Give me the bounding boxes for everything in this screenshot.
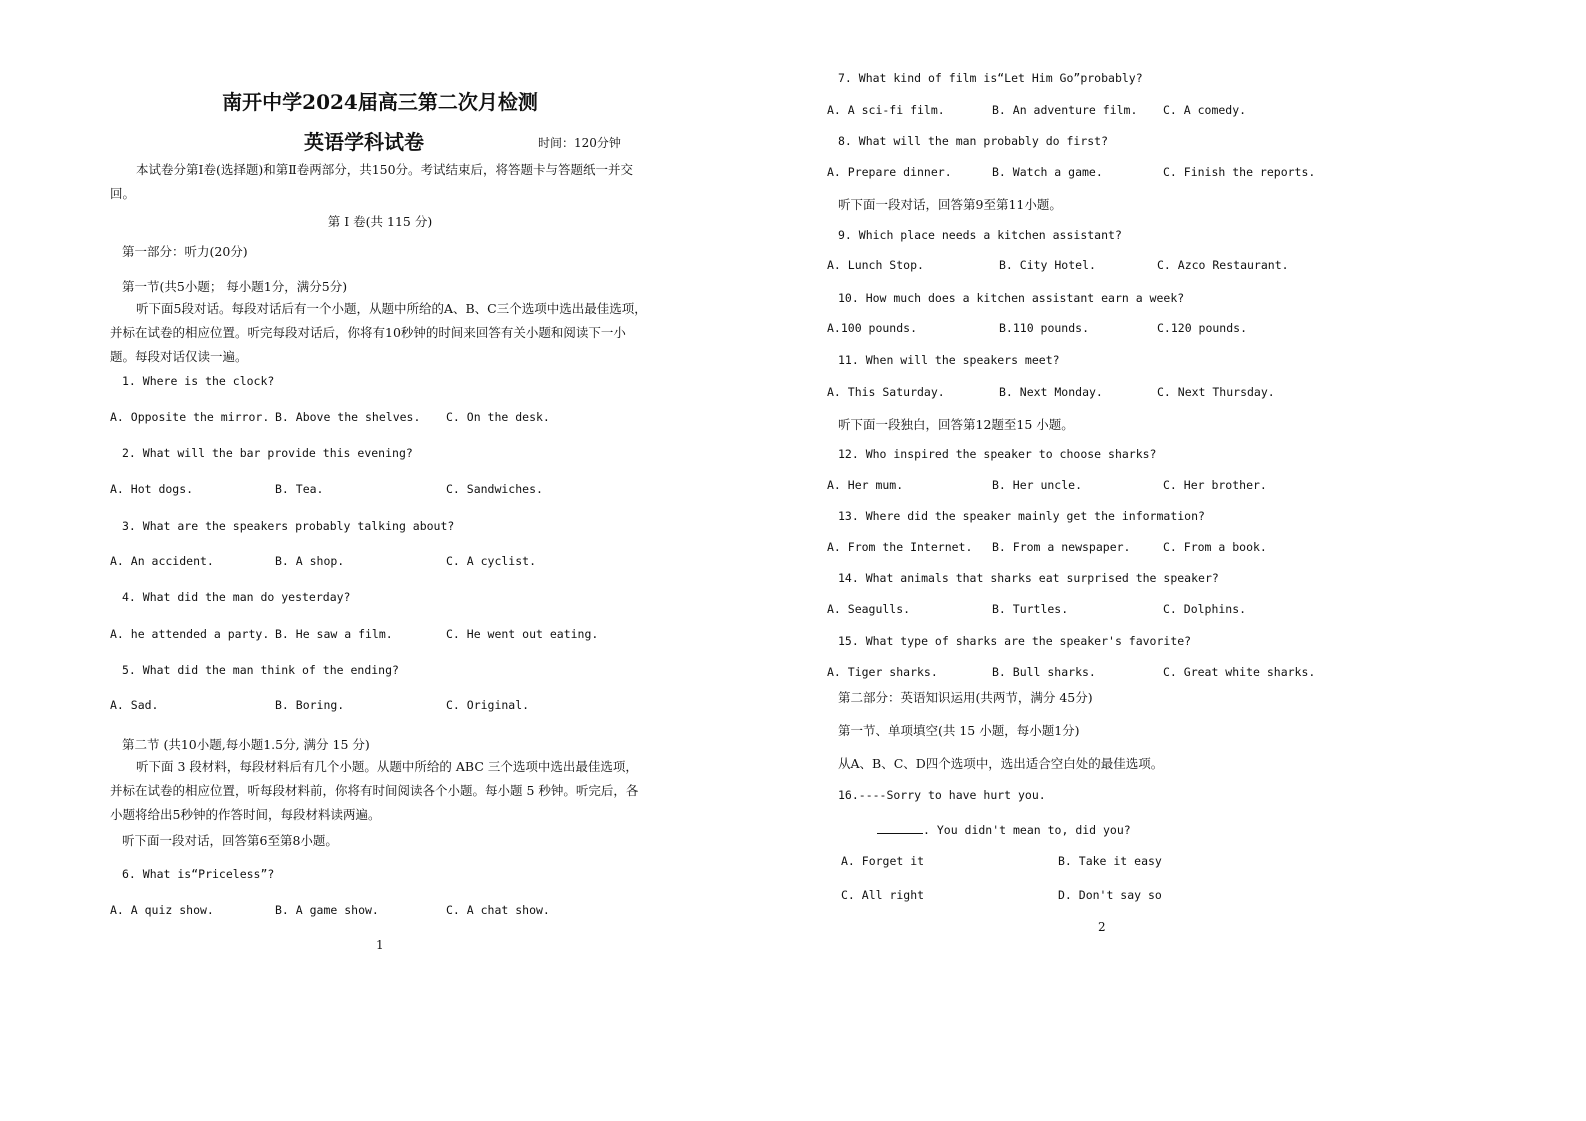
q5-option-c: C. Original. <box>446 698 530 712</box>
question-12: 12. Who inspired the speaker to choose sharks? <box>838 447 1157 461</box>
q3-option-c: C. A cyclist. <box>446 554 537 568</box>
page-number-2: 2 <box>1098 920 1106 934</box>
q14-option-c: C. Dolphins. <box>1163 602 1247 616</box>
question-16-line1: 16.----Sorry to have hurt you. <box>838 788 1046 802</box>
q13-option-b: B. From a newspaper. <box>992 540 1131 554</box>
listen-6-8: 听下面一段对话，回答第6至第8小题。 <box>122 833 338 848</box>
q15-option-c: C. Great white sharks. <box>1163 665 1316 679</box>
q16-option-b: B. Take it easy <box>1058 854 1162 868</box>
q5-option-b: B. Boring. <box>275 698 345 712</box>
question-8: 8. What will the man probably do first? <box>838 134 1109 148</box>
q2-option-b: B. Tea. <box>275 482 324 496</box>
part1-heading: 第一部分：听力(20分) <box>122 244 248 259</box>
part2-heading: 第二部分：英语知识运用(共两节，满分 45分) <box>838 690 1093 705</box>
q11-option-c: C. Next Thursday. <box>1157 385 1275 399</box>
q12-option-a: A. Her mum. <box>827 478 904 492</box>
section1-heading: 第一节(共5小题； 每小题1分，满分5分) <box>122 279 348 294</box>
q3-option-b: B. A shop. <box>275 554 345 568</box>
q14-option-a: A. Seagulls. <box>827 602 911 616</box>
single-choice-heading: 第一节、单项填空(共 15 小题，每小题1分) <box>838 723 1080 738</box>
q1-option-c: C. On the desk. <box>446 410 550 424</box>
q4-option-b: B. He saw a film. <box>275 627 393 641</box>
q1-option-a: A. Opposite the mirror. <box>110 410 270 424</box>
question-16-line2 <box>877 821 1131 837</box>
q5-option-a: A. Sad. <box>110 698 159 712</box>
q8-option-b: B. Watch a game. <box>992 165 1103 179</box>
section2-heading: 第二节 (共10小题,每小题1.5分, 满分 15 分) <box>122 737 370 752</box>
q2-option-a: A. Hot dogs. <box>110 482 194 496</box>
q10-option-b: B.110 pounds. <box>999 321 1090 335</box>
q7-option-c: C. A comedy. <box>1163 103 1247 117</box>
q16-option-a: A. Forget it <box>841 854 925 868</box>
question-14: 14. What animals that sharks eat surprised the speaker? <box>838 571 1219 585</box>
question-15: 15. What type of sharks are the speaker's favorite? <box>838 634 1192 648</box>
section1-instructions: 听下面5段对话。每段对话后有一个小题，从题中所给的A、B、C三个选项中选出最佳选项，并标在试卷的相应位置。听完每段对话后，你将有10秒钟的时间来回答有关小题和阅读下一小题。每段对话仅读一遍。 <box>110 301 647 364</box>
question-11: 11. When will the speakers meet? <box>838 353 1060 367</box>
q1-option-b: B. Above the shelves. <box>275 410 421 424</box>
q16-option-c: C. All right <box>841 888 925 902</box>
q11-option-b: B. Next Monday. <box>999 385 1103 399</box>
q8-option-c: C. Finish the reports. <box>1163 165 1316 179</box>
q4-option-c: C. He went out eating. <box>446 627 599 641</box>
question-2: 2. What will the bar provide this evening? <box>122 446 413 460</box>
question-4: 4. What did the man do yesterday? <box>122 590 351 604</box>
q11-option-a: A. This Saturday. <box>827 385 945 399</box>
q9-option-a: A. Lunch Stop. <box>827 258 924 272</box>
single-choice-instructions: 从A、B、C、D四个选项中，选出适合空白处的最佳选项。 <box>838 756 1164 771</box>
volume-heading: 第 Ⅰ 卷(共 115 分) <box>327 214 433 229</box>
q13-option-c: C. From a book. <box>1163 540 1267 554</box>
q7-option-b: B. An adventure film. <box>992 103 1138 117</box>
q10-option-a: A.100 pounds. <box>827 321 918 335</box>
q15-option-a: A. Tiger sharks. <box>827 665 938 679</box>
question-1: 1. Where is the clock? <box>122 374 275 388</box>
question-6: 6. What is“Priceless”? <box>122 867 275 881</box>
q12-option-c: C. Her brother. <box>1163 478 1267 492</box>
q14-option-b: B. Turtles. <box>992 602 1069 616</box>
q2-option-c: C. Sandwiches. <box>446 482 543 496</box>
question-10: 10. How much does a kitchen assistant earn a week? <box>838 291 1185 305</box>
q6-option-c: C. A chat show. <box>446 903 550 917</box>
question-16-text: . You didn't mean to, did you? <box>923 823 1131 837</box>
q9-option-b: B. City Hotel. <box>999 258 1096 272</box>
q3-option-a: A. An accident. <box>110 554 214 568</box>
exam-time: 时间：120分钟 <box>538 136 621 150</box>
q10-option-c: C.120 pounds. <box>1157 321 1248 335</box>
listen-9-11: 听下面一段对话，回答第9至第11小题。 <box>838 197 1062 212</box>
question-9: 9. Which place needs a kitchen assistant? <box>838 228 1122 242</box>
section2-instructions: 听下面 3 段材料，每段材料后有几个小题。从题中所给的 ABC 三个选项中选出最佳选项，并标在试卷的相应位置，听每段材料前，你将有时间阅读各个小题。每小题 5 秒钟。听完后，各小题将给出5秒钟的作答时间，每段材料读两遍。 <box>110 759 639 822</box>
question-3: 3. What are the speakers probably talking about? <box>122 519 455 533</box>
q8-option-a: A. Prepare dinner. <box>827 165 952 179</box>
q13-option-a: A. From the Internet. <box>827 540 973 554</box>
page-number-1: 1 <box>376 938 384 952</box>
intro-text: 本试卷分第Ⅰ卷(选择题)和第Ⅱ卷两部分，共150分。考试结束后，将答题卡与答题纸一并交回。 <box>110 162 634 201</box>
question-13: 13. Where did the speaker mainly get the information? <box>838 509 1205 523</box>
q9-option-c: C. Azco Restaurant. <box>1157 258 1289 272</box>
subject-title: 英语学科试卷 <box>304 130 424 154</box>
q16-option-d: D. Don't say so <box>1058 888 1162 902</box>
q6-option-b: B. A game show. <box>275 903 379 917</box>
exam-title: 南开中学2024届高三第二次月检测 <box>222 90 538 114</box>
q7-option-a: A. A sci-fi film. <box>827 103 945 117</box>
page-right <box>793 0 1586 1121</box>
q15-option-b: B. Bull sharks. <box>992 665 1096 679</box>
q4-option-a: A. he attended a party. <box>110 627 270 641</box>
listen-12-15: 听下面一段独白，回答第12题至15 小题。 <box>838 417 1074 432</box>
question-5: 5. What did the man think of the ending? <box>122 663 399 677</box>
q12-option-b: B. Her uncle. <box>992 478 1083 492</box>
q6-option-a: A. A quiz show. <box>110 903 214 917</box>
question-7: 7. What kind of film is“Let Him Go”probably? <box>838 71 1143 85</box>
answer-blank <box>877 821 923 834</box>
